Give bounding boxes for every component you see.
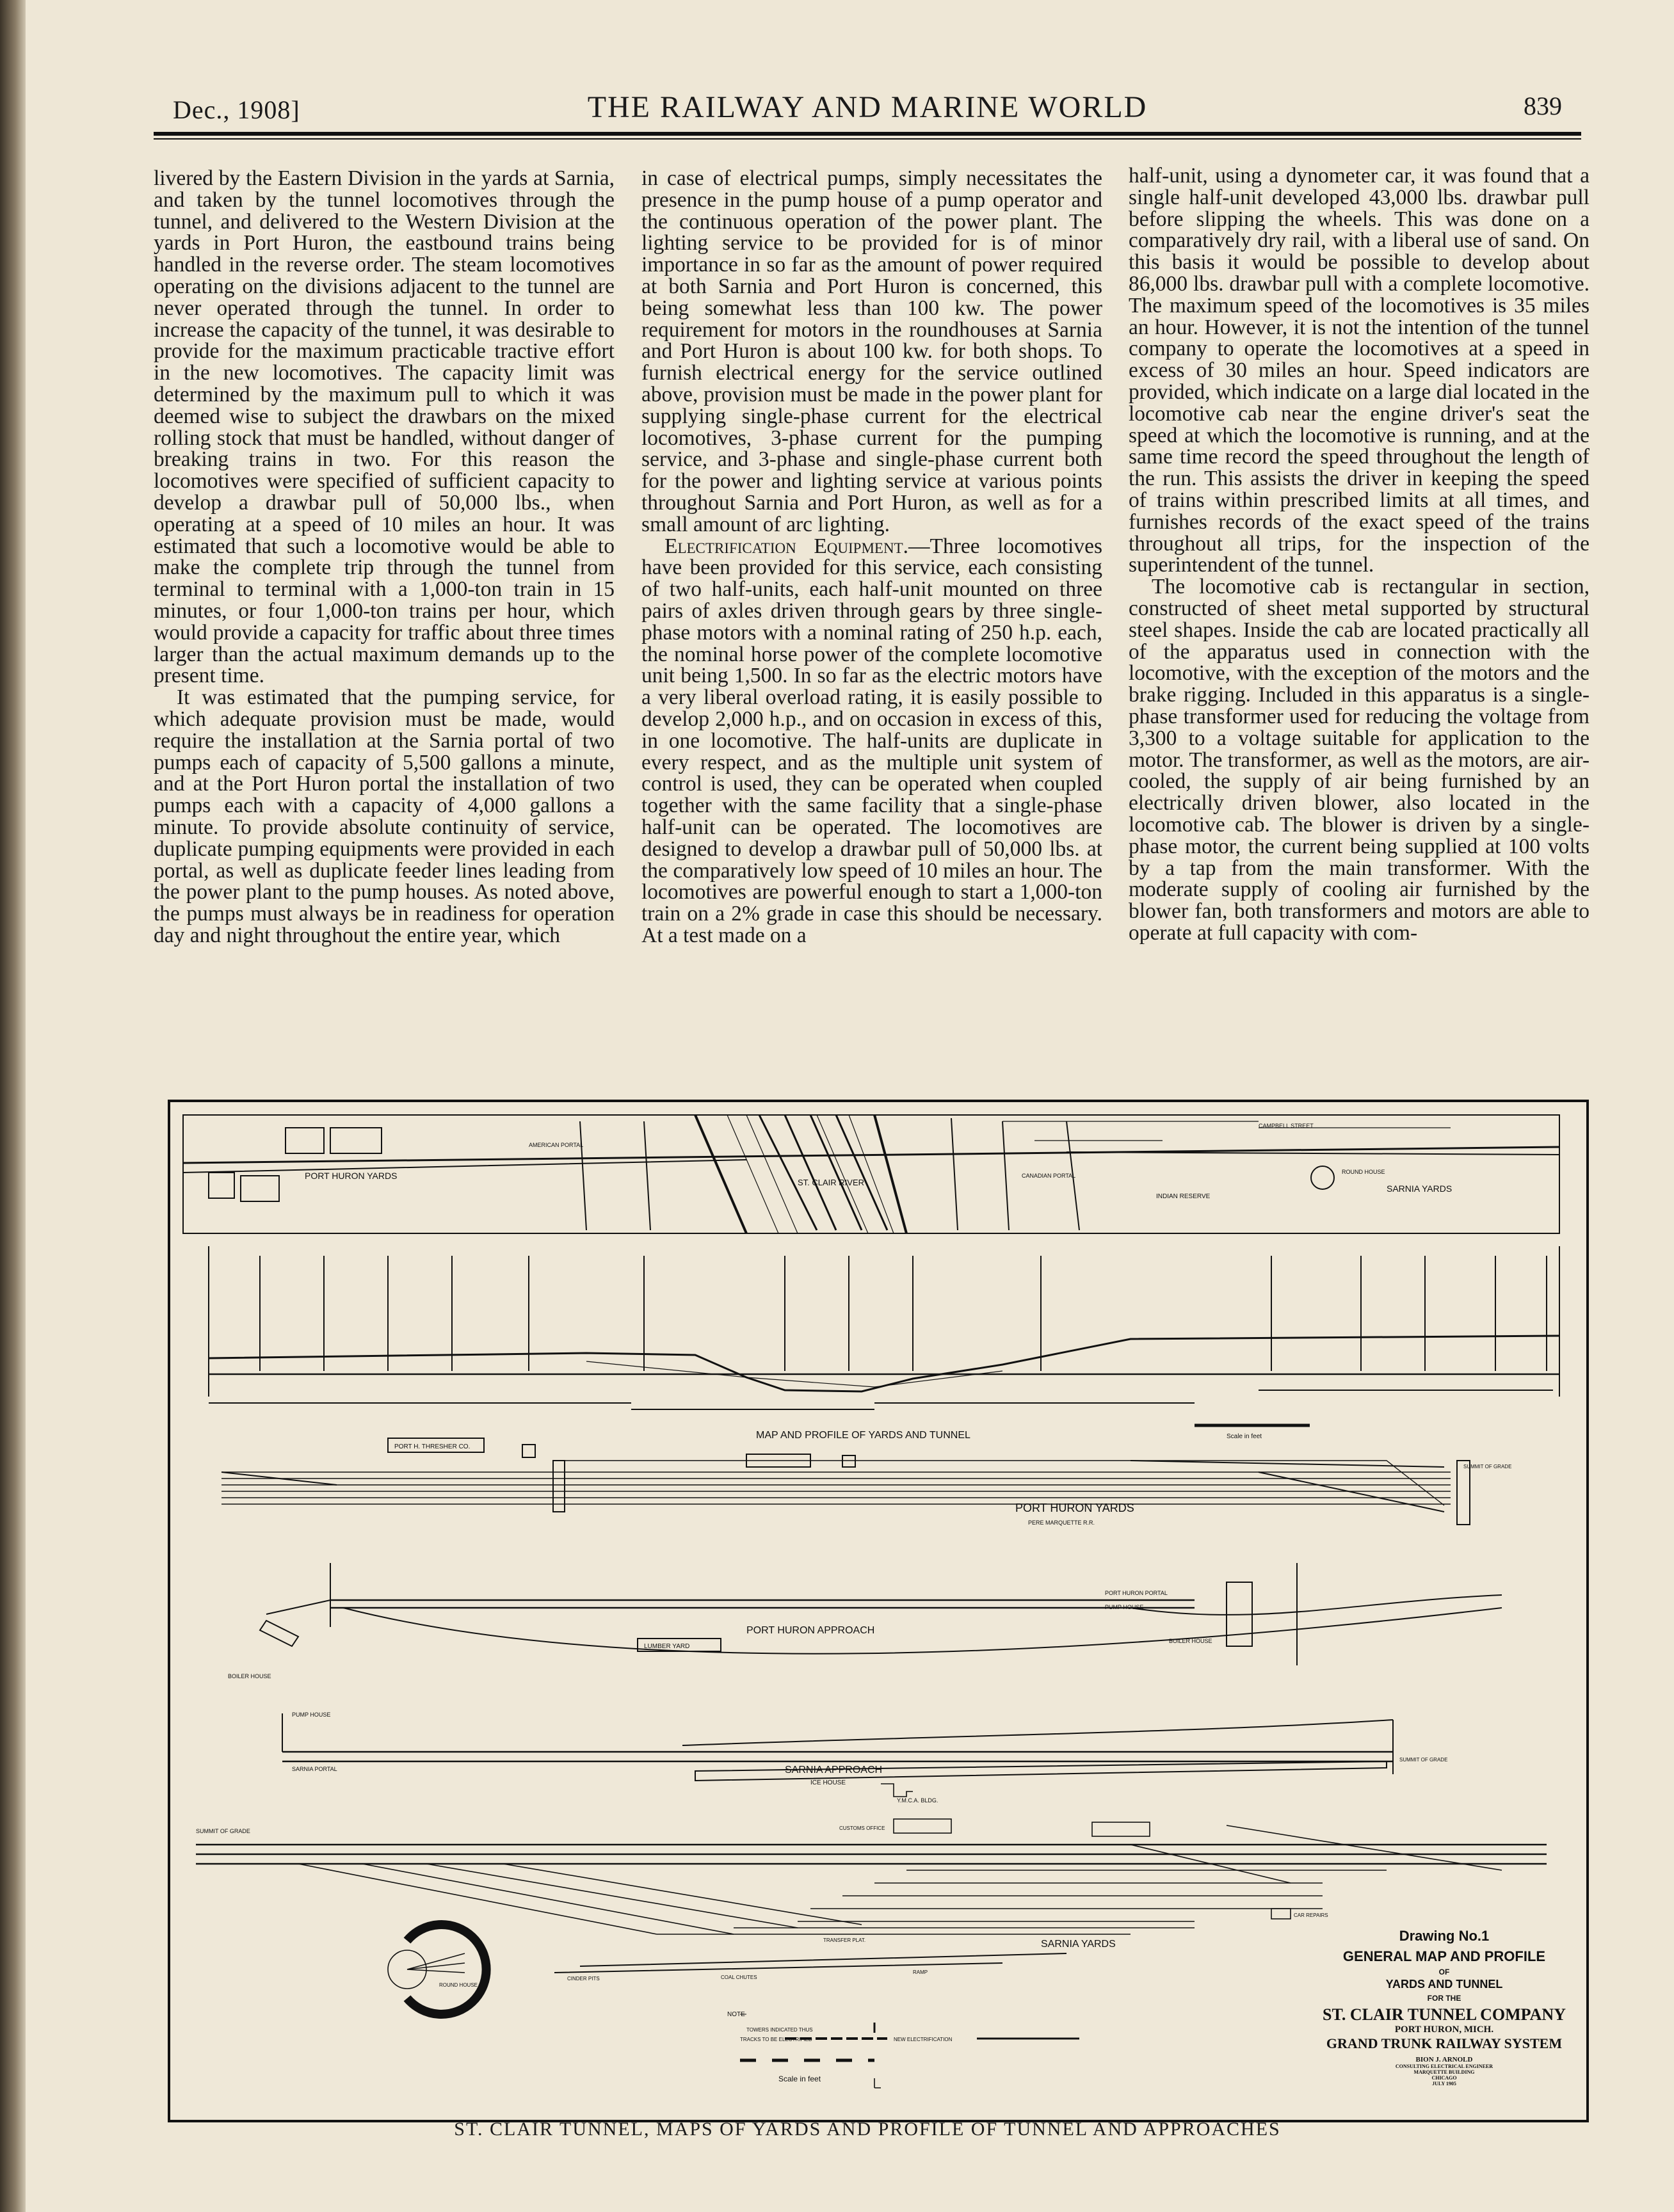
label-customs-office: CUSTOMS OFFICE [839, 1825, 885, 1831]
roundhouse-symbol [1311, 1166, 1334, 1189]
profile-scale-label: Scale in feet [1227, 1433, 1262, 1440]
drawing-date: JULY 1905 [1432, 2081, 1456, 2087]
river-banks [695, 1115, 906, 1233]
paragraph: in case of electrical pumps, simply necessitates the presence in the pump house of a pump operator and the continuous operation of the power plant. The lighting service to be provided for is of minor importance in so far as the amount of power required at both Sarnia and Port Huron is concerned, this being somewhat less than 100 kw. The power requirement for motors in the roundhouses at Sarnia and Port Huron is about 100 kw. for both shops. To furnish electrical energy for the service outlined above, provision must be made in the power plant for supplying single-phase current for the electrical locomotives, 3-phase current for the pumping service, and 3-phase and single-phase current both for the power and lighting service at various points throughout Sarnia and Port Huron, as well as for a small amount of arc lighting. [641, 166, 1102, 536]
drawing-location: PORT HURON, MICH. [1394, 2024, 1494, 2035]
label-cinder-pits: CINDER PITS [567, 1976, 600, 1982]
drawing-title-block [1310, 1928, 1579, 2087]
port-huron-yards-drawing [221, 1438, 1470, 1525]
map-label-sarnia-yards: SARNIA YARDS [1387, 1183, 1453, 1194]
drawing-of: OF [1438, 1968, 1450, 1976]
paragraph: livered by the Eastern Division in the yards at Sarnia, and taken by the tunnel locomotives through the tunnel, and delivered to the Western Division at the yards in Port Huron, the eastbound trains being handled in the reverse order. The steam locomotives operating on the divisions adjacent to the tunnel are never operated through the tunnel. In order to increase the capacity of the tunnel, it was desirable to provide for the maximum practicable tractive effort in the new locomotives. The capacity limit was determined by the maximum pull to which it was deemed wise to subject the drawbars on the mixed rolling stock that must be handled, without danger of breaking trains in two. For this reason the locomotives were specified of sufficient capacity to develop a drawbar pull of 50,000 lbs., when operating at a speed of 10 miles an hour. It was estimated that such a locomotive would be able to make the complete trip through the tunnel from terminal to terminal with a 1,000-ton train in 15 minutes, or four 1,000-ton trains per hour, which would provide a capacity for traffic about three times larger than the actual maximum demands up to the present time. [154, 166, 615, 688]
legend-new-electrification: NEW ELECTRIFICATION [894, 2037, 953, 2042]
issue-date: Dec., 1908] [173, 95, 300, 124]
drawing-engineer-city: CHICAGO [1431, 2075, 1457, 2081]
header-rule-thin [154, 138, 1581, 140]
drawing-company: ST. CLAIR TUNNEL COMPANY [1323, 2005, 1566, 2024]
map-label-american-portal: AMERICAN PORTAL [529, 1142, 584, 1148]
map-label-indian-reserve: INDIAN RESERVE [1156, 1193, 1211, 1200]
text-column-3 [1129, 165, 1589, 944]
label-transfer-plat: TRANSFER PLAT. [823, 1937, 866, 1943]
page-number: 839 [1524, 92, 1562, 120]
label-pump-house: PUMP HOUSE [1105, 1604, 1144, 1610]
city-blocks [209, 1128, 382, 1201]
drawing-engineer-bldg: MARQUETTE BUILDING [1413, 2069, 1475, 2075]
paragraph: It was estimated that the pumping service, for which adequate provision must be made, would require the installation at the Sarnia portal of two pumps each of capacity of 5,500 gallons a minute, and at the Port Huron portal the installation of two pumps each with a capacity of 4,000 gallons a minute. To provide absolute continuity of service, duplicate pumping equipments were provided in each portal, as well as duplicate feeder lines leading from the power plant to the pump houses. As noted above, the pumps must always be in readiness for operation day and night throughout the entire year, which [154, 685, 615, 947]
label-round-house-sarnia: ROUND HOUSE [439, 1982, 478, 1988]
port-huron-approach-drawing [260, 1563, 1502, 1665]
label-boiler-house-sarnia: BOILER HOUSE [228, 1673, 271, 1679]
lower-scale-label: Scale in feet [778, 2074, 821, 2083]
label-summit-of-grade: SUMMIT OF GRADE [1463, 1464, 1512, 1470]
label-port-h-thresher: PORT H. THRESHER CO. [394, 1443, 471, 1450]
map-label-round-house: ROUND HOUSE [1342, 1169, 1385, 1175]
label-port-huron-approach: PORT HURON APPROACH [746, 1625, 875, 1636]
map-label-canadian-portal: CANADIAN PORTAL [1022, 1173, 1076, 1179]
label-summit-of-grade-sarnia: SUMMIT OF GRADE [1399, 1757, 1448, 1763]
paragraph-text: —Three locomotives have been provided for this service, each consisting of two half-units, each half-unit mounted on three pairs of axles driven through gears by three single-phase motors with a nominal rating of 250 h.p. each, the nominal horse power of the complete locomotive unit being 1,500. In so far as the electric motors have a very liberal overload rating, it is easily possible to develop 2,000 h.p., and on occasion in excess of this, in one locomotive. The half-units are duplicate in every respect, and as the multiple unit system of control is used, they can be operated when coupled together with the same facility that a single-phase half-unit can be operated. The locomotives are designed to develop a drawbar pull of 50,000 lbs. at the comparatively low speed of 10 miles an hour. The locomotives are powerful enough to start a 1,000-ton train on a 2% grade in case this should be necessary. At a test made on a [641, 534, 1102, 947]
main-line-track [183, 1147, 1559, 1163]
label-ramp: RAMP [913, 1969, 928, 1975]
drawing-number: Drawing No.1 [1399, 1928, 1490, 1944]
paragraph [641, 536, 1102, 947]
map-label-st-clair-river: ST. CLAIR RIVER [798, 1178, 865, 1187]
profile-drawing [209, 1246, 1559, 1425]
label-car-repairs: CAR REPAIRS [1294, 1912, 1328, 1918]
map-label-campbell-street: CAMPBELL STREET [1259, 1123, 1314, 1129]
map-label-port-huron-yards: PORT HURON YARDS [305, 1171, 398, 1181]
river-hatching [759, 1115, 887, 1230]
label-port-huron-portal: PORT HURON PORTAL [1105, 1590, 1168, 1596]
profile-title: MAP AND PROFILE OF YARDS AND TUNNEL [756, 1430, 970, 1441]
drawing-engineer-title: CONSULTING ELECTRICAL ENGINEER [1395, 2064, 1493, 2069]
label-sarnia-portal: SARNIA PORTAL [292, 1766, 337, 1772]
publication-title: THE RAILWAY AND MARINE WORLD [587, 90, 1148, 124]
tunnel-map-figure [168, 1100, 1589, 2122]
label-coal-chutes: COAL CHUTES [721, 1975, 757, 1980]
legend-towers: TOWERS INDICATED THUS [746, 2027, 813, 2033]
label-lumber-yard: LUMBER YARD [644, 1643, 690, 1650]
header-rule-thick [154, 132, 1581, 136]
label-ice-house: ICE HOUSE [810, 1779, 846, 1786]
legend-tracks: TRACKS TO BE ELECTRIFIED [740, 2037, 812, 2042]
text-column-1 [154, 168, 615, 947]
label-pump-house-sarnia: PUMP HOUSE [292, 1711, 331, 1718]
drawing-general-map: GENERAL MAP AND PROFILE [1342, 1948, 1546, 1964]
text-column-2 [641, 168, 1102, 947]
drawing-engineer: BION J. ARNOLD [1415, 2056, 1473, 2064]
label-boiler-house: BOILER HOUSE [1169, 1638, 1212, 1644]
article-body [154, 164, 1589, 1070]
streets [580, 1118, 1079, 1230]
drawing-for-the: FOR THE [1427, 1994, 1461, 2003]
figure-caption: ST. CLAIR TUNNEL, MAPS OF YARDS AND PROFILE OF TUNNEL AND APPROACHES [454, 2119, 1281, 2140]
page-header [154, 90, 1581, 128]
label-sarnia-approach: SARNIA APPROACH [785, 1765, 883, 1775]
drawing-system: GRAND TRUNK RAILWAY SYSTEM [1326, 2035, 1563, 2051]
label-pere-marquette: PERE MARQUETTE R.R. [1028, 1519, 1095, 1526]
drawing-yards-tunnel: YARDS AND TUNNEL [1385, 1978, 1503, 1991]
label-port-huron-yards: PORT HURON YARDS [1015, 1502, 1134, 1514]
label-ymca-bldg: Y.M.C.A. BLDG. [897, 1797, 938, 1804]
label-summit-of-grade-yards: SUMMIT OF GRADE [196, 1828, 250, 1834]
legend-note: NOTE [727, 2011, 745, 2018]
paragraph: half-unit, using a dynometer car, it was found that a single half-unit developed 43,000 lbs. drawbar pull before slipping the wheels. This was done on a comparatively dry rail, with a liberal use of sand. On this basis it would be possible to develop about 86,000 lbs. drawbar pull with a complete locomotive. The maximum speed of the locomotives is 35 miles an hour. However, it is not the intention of the tunnel company to operate the locomotives at a speed in excess of 30 miles an hour. Speed indicators are provided, which indicate on a large dial located in the locomotive cab near the engine driver's seat the speed at which the locomotive is running, and at the same time record the speed throughout the length of the run. This assists the driver in keeping the speed of trains within prescribed limits at all times, and furnishes records of the exact speed of the trains throughout all trips, for the inspection of the superintendent of the tunnel. [1129, 164, 1589, 577]
grade-line [209, 1336, 1559, 1391]
label-sarnia-yards: SARNIA YARDS [1041, 1939, 1116, 1950]
section-heading: Electrification Equipment. [664, 534, 909, 558]
book-spine-shadow [0, 0, 26, 2212]
paragraph: The locomotive cab is rectangular in section, constructed of sheet metal supported by structural steel shapes. Inside the cab are located practically all of the apparatus used in connection with the locomotive, with the exception of the motors and the brake rigging. Included in this apparatus is a single-phase transformer used for reducing the voltage from 3,300 to a voltage suitable for application to the motor. The transformer, as well as the motors, are air-cooled, the supply of air being furnished by an electrically driven blower, also located in the locomotive cab. The blower is driven by a single-phase motor, the current being supplied at 100 volts by a tap from the main transformer. With the moderate supply of cooling air furnished by the blower fan, both transformers and motors are able to operate at full capacity with com- [1129, 575, 1589, 945]
